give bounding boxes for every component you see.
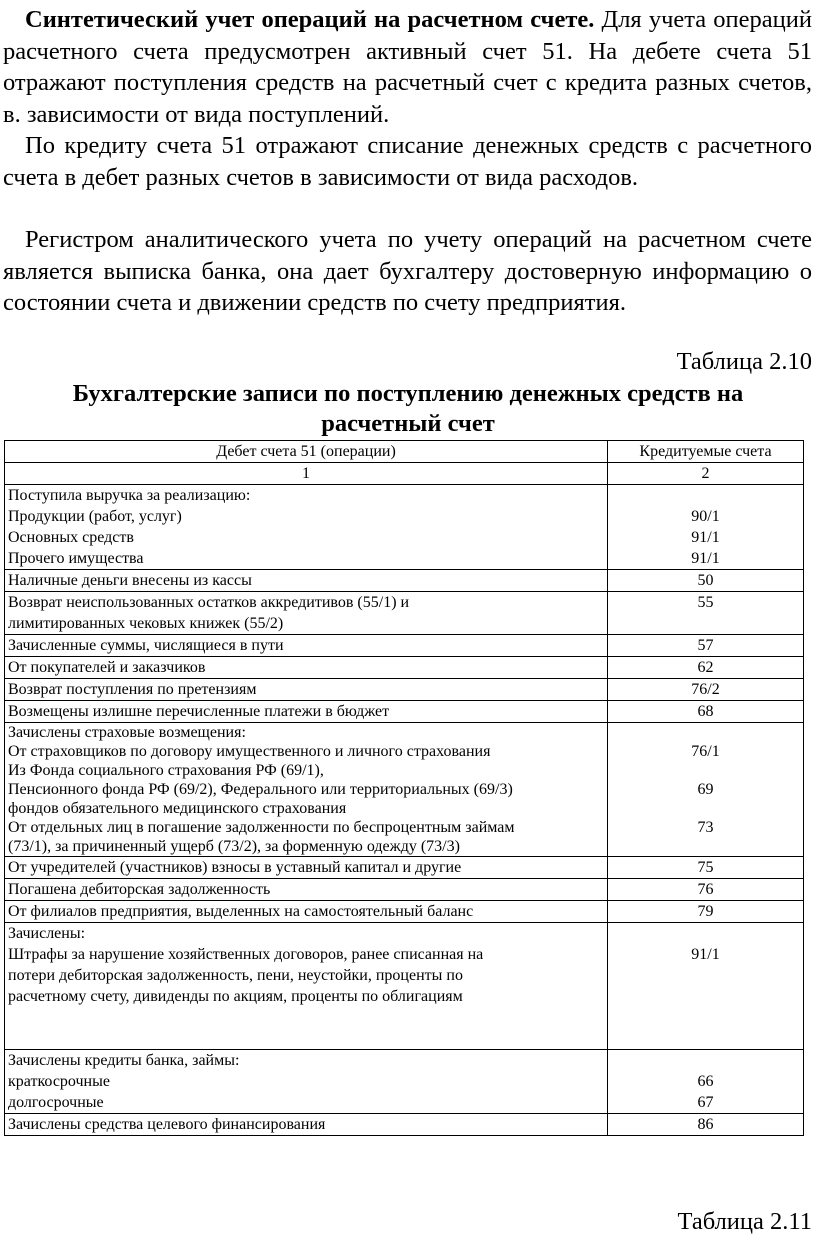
table-row: [5, 657, 804, 679]
operation-cell: [5, 657, 608, 679]
header-credit: Кредитуемые счета: [608, 441, 804, 463]
operation-line: От филиалов предприятия, выделенных на самостоятельный баланс: [8, 903, 474, 920]
operation-line: Зачислены кредиты банка, займы:: [8, 1052, 240, 1069]
next-table-caption: Таблица 2.11: [677, 1208, 812, 1235]
account-line: 90/1: [691, 508, 720, 525]
table-header-row: [5, 441, 804, 463]
account-cell: [608, 570, 804, 592]
account-line: 76/2: [691, 681, 720, 698]
table-row: [5, 857, 804, 879]
account-line: 57: [697, 637, 714, 654]
account-line: [611, 1050, 800, 1071]
account-line: [611, 965, 800, 986]
account-line: [611, 723, 800, 742]
account-line: [611, 837, 800, 856]
operation-line: Поступила выручка за реализацию:: [8, 487, 251, 504]
table-row: [5, 679, 804, 701]
operation-line: лимитированных чековых книжек (55/2): [8, 615, 284, 632]
operation-line: Зачисленные суммы, числящиеся в пути: [8, 637, 284, 654]
operation-line: краткосрочные: [8, 1073, 110, 1090]
account-cell: [608, 857, 804, 879]
account-cell: [608, 592, 804, 635]
operation-line: фондов обязательного медицинского страхования: [8, 800, 347, 817]
operation-line: Зачислены:: [8, 925, 86, 942]
paragraph-register: Регистром аналитического учета по учету операций на расчетном счете является выписка банка, она дает бухгалтеру достоверную информацию о состоянии счета и движении средств по счету предприятия.: [3, 226, 812, 317]
account-line: 69: [697, 781, 714, 798]
operation-line: Штрафы за нарушение хозяйственных договоров, ранее списанная на: [8, 946, 484, 963]
operation-line: Наличные деньги внесены из кассы: [8, 572, 252, 589]
table-title-line-2: расчетный счет: [321, 410, 495, 437]
operation-line: От учредителей (участников) взносы в уставный капитал и другие: [8, 859, 462, 876]
table-row: [5, 635, 804, 657]
account-cell: [608, 1050, 804, 1114]
operation-line: От страховщиков по договору имущественного и личного страхования: [8, 743, 491, 760]
account-line: 75: [697, 859, 714, 876]
header-num-1: 1: [5, 463, 608, 485]
account-line: 68: [697, 703, 714, 720]
operation-cell: [5, 1114, 608, 1136]
header-debit: Дебет счета 51 (операции): [5, 441, 608, 463]
table-row: [5, 723, 804, 857]
operation-cell: [5, 701, 608, 723]
account-line: [611, 799, 800, 818]
account-line: [611, 761, 800, 780]
account-line: 50: [697, 572, 714, 589]
operation-line: расчетному счету, дивиденды по акциям, проценты по облигациям: [8, 988, 463, 1005]
operation-line: От покупателей и заказчиков: [8, 659, 206, 676]
account-line: [611, 485, 800, 506]
table-title: [0, 379, 816, 439]
account-line: 91/1: [691, 550, 720, 567]
operation-line: Основных средств: [8, 529, 134, 546]
table-row: [5, 570, 804, 592]
paragraph-synthetic-accounting: [3, 4, 812, 130]
table-row: [5, 923, 804, 1050]
account-cell: [608, 879, 804, 901]
account-line: 62: [697, 659, 714, 676]
operation-line: Прочего имущества: [8, 550, 144, 567]
account-line: 91/1: [691, 529, 720, 546]
table-header-numbers-row: [5, 463, 804, 485]
account-cell: [608, 679, 804, 701]
account-cell: [608, 635, 804, 657]
operation-cell: [5, 679, 608, 701]
table-row: [5, 1050, 804, 1114]
ledger-table: [4, 440, 804, 1136]
operation-cell: [5, 1050, 608, 1114]
account-line: [611, 923, 800, 944]
header-num-2: 2: [608, 463, 804, 485]
account-cell: [608, 657, 804, 679]
operation-line: Зачислены средства целевого финансирования: [8, 1116, 326, 1133]
account-line: [611, 986, 800, 1007]
operation-line: Погашена дебиторская задолженность: [8, 881, 271, 898]
table-caption: Таблица 2.10: [676, 348, 812, 375]
operation-cell: [5, 857, 608, 879]
operation-line: Возмещены излишне перечисленные платежи в бюджет: [8, 703, 390, 720]
operation-cell: [5, 923, 608, 1050]
operation-cell: [5, 485, 608, 570]
operation-line: Из Фонда социального страхования РФ (69/1),: [8, 762, 324, 779]
account-cell: [608, 923, 804, 1050]
paragraph-heading: Синтетический учет операций на расчетном счете.: [25, 6, 595, 33]
operation-line: долгосрочные: [8, 1094, 104, 1111]
account-line: 91/1: [691, 946, 720, 963]
operation-line: Зачислены страховые возмещения:: [8, 724, 246, 741]
account-line: 66: [697, 1073, 714, 1090]
operation-cell: [5, 901, 608, 923]
table-row: [5, 701, 804, 723]
account-line: 55: [697, 594, 714, 611]
operation-line: От отдельных лиц в погашение задолженности по беспроцентным займам: [8, 819, 515, 836]
table-row: [5, 485, 804, 570]
table-row: [5, 1114, 804, 1136]
operation-cell: [5, 570, 608, 592]
account-cell: [608, 901, 804, 923]
table-title-line-1: Бухгалтерские записи по поступлению денежных средств на: [72, 380, 744, 407]
operation-line: Пенсионного фонда РФ (69/2), Федерального или территориальных (69/3): [8, 781, 513, 798]
operation-line: Возврат неиспользованных остатков аккредитивов (55/1) и: [8, 594, 410, 611]
account-line: 79: [697, 903, 714, 920]
operation-cell: [5, 879, 608, 901]
account-line: 76/1: [691, 743, 720, 760]
operation-line: потери дебиторская задолженность, пени, неустойки, проценты по: [8, 967, 463, 984]
account-cell: [608, 701, 804, 723]
table-row: [5, 592, 804, 635]
operation-cell: [5, 592, 608, 635]
paragraph-credit: По кредиту счета 51 отражают списание денежных средств с расчетного счета в дебет разных счетов в зависимости от вида расходов.: [3, 132, 812, 191]
account-cell: [608, 723, 804, 857]
paragraph-text: Для учета операций расчетного счета предусмотрен активный счет 51. На дебете счета 51 отражают поступления средств на расчетный счет с кредита разных счетов, в. зависимости от вида поступлений.: [3, 6, 812, 128]
account-line: 76: [697, 881, 714, 898]
account-cell: [608, 1114, 804, 1136]
operation-line: (73/1), за причиненный ущерб (73/2), за форменную одежду (73/3): [8, 838, 460, 855]
operation-line: Возврат поступления по претензиям: [8, 681, 257, 698]
table-row: [5, 901, 804, 923]
operation-cell: [5, 723, 608, 857]
account-line: 67: [697, 1094, 714, 1111]
account-line: 86: [697, 1116, 714, 1133]
account-cell: [608, 485, 804, 570]
operation-line: Продукции (работ, услуг): [8, 508, 182, 525]
operation-cell: [5, 635, 608, 657]
table-row: [5, 879, 804, 901]
account-line: 73: [697, 819, 714, 836]
